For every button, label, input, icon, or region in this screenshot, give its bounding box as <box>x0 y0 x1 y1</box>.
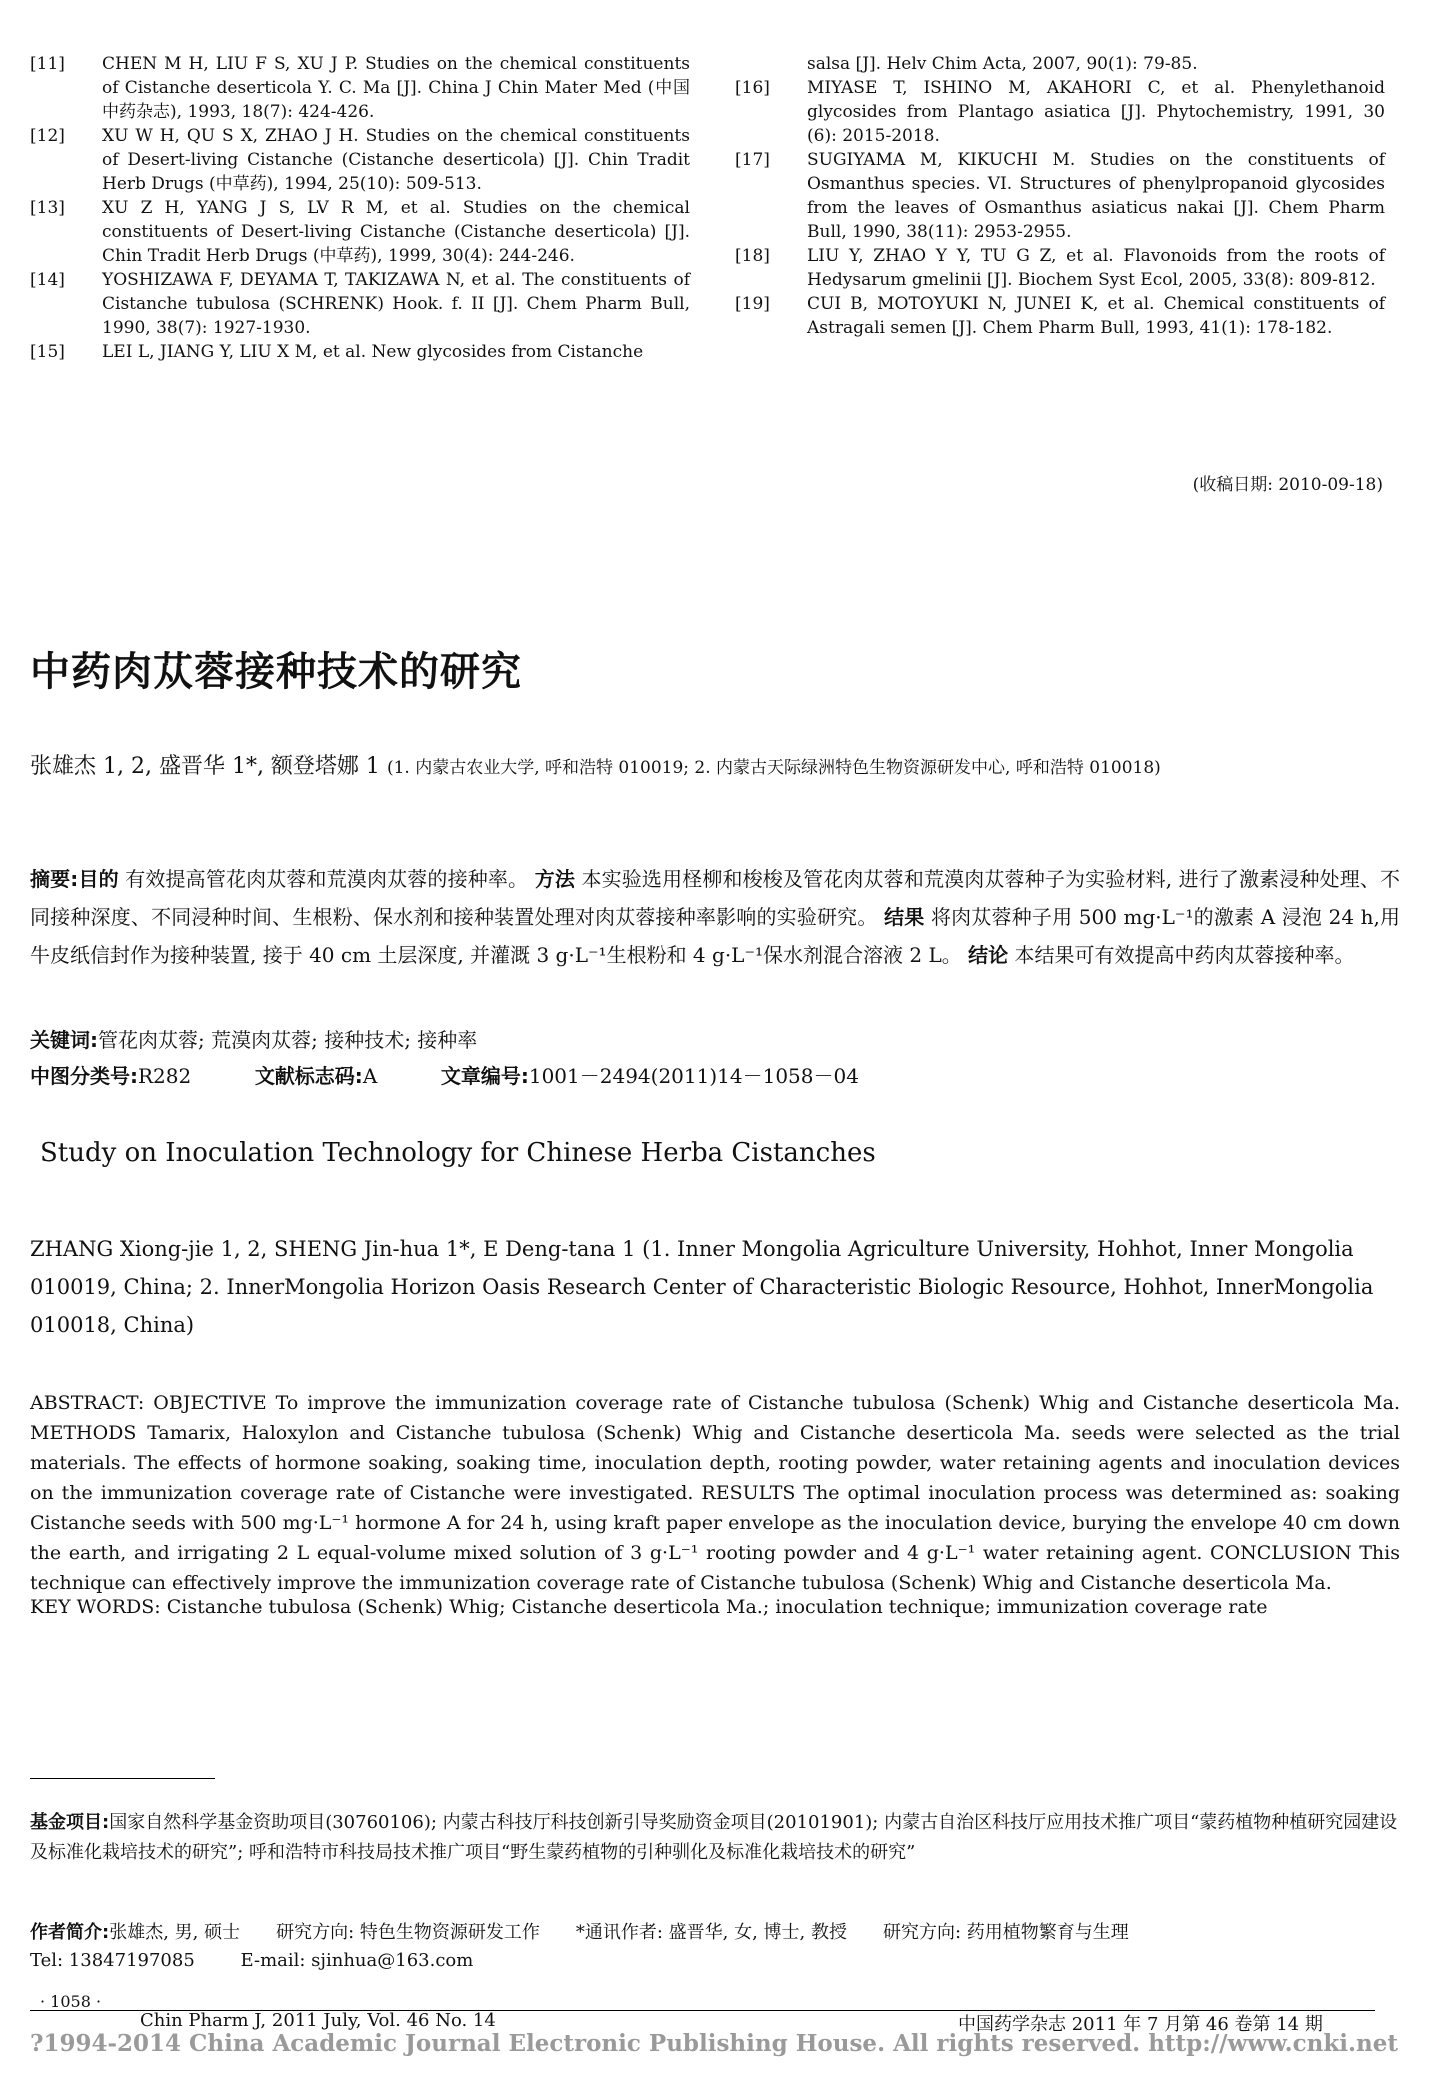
reference-number: [18] <box>735 246 770 266</box>
article-title-chinese: 中药肉苁蓉接种技术的研究 <box>30 649 522 695</box>
conclusion-text: 本结果可有效提高中药肉苁蓉接种率。 <box>1014 943 1355 967</box>
references-right-column <box>735 52 1385 340</box>
reference-text: CUI B, MOTOYUKI N, JUNEI K, et al. Chemical constituents of Astragali semen [J]. Chem Pharm Bull, 1993, 41(1): 178-182. <box>807 294 1385 338</box>
conclusion-label: 结论 <box>968 943 1009 967</box>
article-title-english: Study on Inoculation Technology for Chinese Herba Cistanches <box>40 1138 876 1168</box>
references-left-column <box>30 52 690 364</box>
running-footer-english: Chin Pharm J, 2011 July, Vol. 46 No. 14 <box>140 2010 496 2031</box>
results-text: 将肉苁蓉种子用 500 mg·L⁻¹的激素 A 浸泡 24 h,用牛皮纸信封作为接种装置, 接于 40 cm 土层深度, 并灌溉 3 g·L⁻¹生根粉和 4 g·L⁻¹保水剂混合溶液 2 L。 <box>30 905 1401 967</box>
keywords-chinese <box>30 1022 1400 1058</box>
page-number: · 1058 · <box>40 1992 102 2011</box>
author-bio-text: 张雄杰, 男, 硕士 研究方向: 特色生物资源研发工作 *通讯作者: 盛晋华, 女, 博士, 教授 研究方向: 药用植物繁育与生理 <box>109 1922 1129 1943</box>
reference-text: XU W H, QU S X, ZHAO J H. Studies on the chemical constituents of Desert-living Cistanche (Cistanche deserticola) [J]. Chin Tradit Herb Drugs (中草药), 1994, 25(10): 509-513. <box>102 126 690 194</box>
clc-value: R282 <box>138 1064 192 1088</box>
reference-text: SUGIYAMA M, KIKUCHI M. Studies on the constituents of Osmanthus species. VI. Structures of phenylpropanoid glycosides from the leaves of Osmanthus asiaticus nakai [J]. Chem Pharm Bull, 1990, 38(11): 2953-2955. <box>807 150 1385 242</box>
reference-number: [13] <box>30 198 65 218</box>
copyright-watermark: ?1994-2014 China Academic Journal Electronic Publishing House. All rights reserved. http://www.cnki.net <box>30 2030 1399 2057</box>
affiliation: (1. 内蒙古农业大学, 呼和浩特 010019; 2. 内蒙古天际绿洲特色生物资源研发中心, 呼和浩特 010018) <box>386 758 1161 778</box>
keywords-label: 关键词: <box>30 1028 98 1052</box>
abstract-chinese <box>30 860 1400 974</box>
footnote-divider <box>30 1778 215 1779</box>
objective-text: 有效提高管花肉苁蓉和荒漠肉苁蓉的接种率。 <box>125 867 529 891</box>
reference-text: LIU Y, ZHAO Y Y, TU G Z, et al. Flavonoids from the roots of Hedysarum gmelinii [J]. Biochem Syst Ecol, 2005, 33(8): 809-812. <box>807 246 1385 290</box>
reference-text: XU Z H, YANG J S, LV R M, et al. Studies on the chemical constituents of Desert-living Cistanche (Cistanche deserticola) [J]. Chin Tradit Herb Drugs (中草药), 1999, 30(4): 244-246. <box>102 198 690 266</box>
abstract-english: ABSTRACT: OBJECTIVE To improve the immunization coverage rate of Cistanche tubulosa (Schenk) Whig and Cistanche deserticola Ma. METHODS Tamarix, Haloxylon and Cistanche tubulosa (Schenk) Whig and Cistanche deserticola Ma. seeds were selected as the trial materials. The effects of hormone soaking, soaking time, inoculation depth, rooting powder, water retaining agents and inoculation devices on the immunization coverage rate of Cistanche were investigated. RESULTS The optimal inoculation process was determined as: soaking Cistanche seeds with 500 mg·L⁻¹ hormone A for 24 h, using kraft paper envelope as the inoculation device, burying the envelope 40 cm down the earth, and irrigating 2 L equal-volume mixed solution of 3 g·L⁻¹ rooting powder and 4 g·L⁻¹ water retaining agent. CONCLUSION This technique can effectively improve the immunization coverage rate of Cistanche tubulosa (Schenk) Whig and Cistanche deserticola Ma. <box>30 1392 1400 1594</box>
author-bio-footnote <box>30 1918 1400 1948</box>
reference-item <box>30 52 690 124</box>
results-label: 结果 <box>884 905 925 929</box>
reference-number: [11] <box>30 54 65 74</box>
reference-item <box>30 268 690 340</box>
authors-english <box>30 1230 1400 1344</box>
article-number-value: 1001－2494(2011)14－1058－04 <box>528 1064 859 1088</box>
classification-line <box>30 1058 1400 1094</box>
reference-item <box>735 244 1385 292</box>
reference-number: [14] <box>30 270 65 290</box>
reference-number: [12] <box>30 126 65 146</box>
keywords-text: 管花肉苁蓉; 荒漠肉苁蓉; 接种技术; 接种率 <box>98 1028 478 1052</box>
funding-footnote <box>30 1808 1400 1868</box>
running-footer-chinese: 中国药学杂志 2011 年 7 月第 46 卷第 14 期 <box>958 2014 1323 2035</box>
reference-text: CHEN M H, LIU F S, XU J P. Studies on the chemical constituents of Cistanche deserticola Y. C. Ma [J]. China J Chin Mater Med (中国中药杂志), 1993, 18(7): 424-426. <box>102 54 690 122</box>
article-number-label: 文章编号: <box>440 1064 529 1088</box>
reference-number: [17] <box>735 150 770 170</box>
reference-text: MIYASE T, ISHINO M, AKAHORI C, et al. Phenylethanoid glycosides from Plantago asiatica [J]. Phytochemistry, 1991, 30 (6): 2015-2018. <box>807 78 1385 146</box>
methods-label: 方法 <box>534 867 575 891</box>
reference-text: YOSHIZAWA F, DEYAMA T, TAKIZAWA N, et al. The constituents of Cistanche tubulosa (SCHRENK) Hook. f. II [J]. Chem Pharm Bull, 1990, 38(7): 1927-1930. <box>102 270 690 338</box>
reference-number: [19] <box>735 294 770 314</box>
reference-text: LEI L, JIANG Y, LIU X M, et al. New glycosides from Cistanche <box>102 342 644 362</box>
reference-item <box>735 52 1385 76</box>
author-bio-label: 作者简介: <box>30 1922 110 1943</box>
objective-label: 目的 <box>78 867 119 891</box>
reference-item <box>735 292 1385 340</box>
reference-item <box>735 76 1385 148</box>
received-date: (收稿日期: 2010-09-18) <box>1192 475 1383 495</box>
telephone: Tel: 13847197085 <box>30 1950 195 1971</box>
reference-number: [16] <box>735 78 770 98</box>
author-names-english: ZHANG Xiong-jie 1, 2, SHENG Jin-hua 1*, E Deng-tana 1 <box>30 1237 636 1261</box>
reference-number: [15] <box>30 342 65 362</box>
document-code-label: 文献标志码: <box>254 1064 363 1088</box>
reference-item <box>30 196 690 268</box>
funding-text: 国家自然科学基金资助项目(30760106); 内蒙古科技厅科技创新引导奖励资金项目(20101901); 内蒙古自治区科技厅应用技术推广项目“蒙药植物种植研究园建设及标准化栽培技术的研究”; 呼和浩特市科技局技术推广项目“野生蒙药植物的引种驯化及标准化栽培技术的研究” <box>30 1812 1398 1863</box>
author-names: 张雄杰 1, 2, 盛晋华 1*, 额登塔娜 1 <box>30 754 380 779</box>
reference-item <box>30 124 690 196</box>
authors-chinese <box>30 748 1400 787</box>
email: E-mail: sjinhua@163.com <box>240 1950 474 1971</box>
document-code-value: A <box>362 1064 378 1088</box>
abstract-label: 摘要: <box>30 867 79 891</box>
contact-line <box>30 1950 513 1971</box>
reference-number <box>735 52 807 76</box>
keywords-english: KEY WORDS: Cistanche tubulosa (Schenk) Whig; Cistanche deserticola Ma.; inoculation technique; immunization coverage rate <box>30 1596 1268 1618</box>
reference-item <box>735 148 1385 244</box>
clc-label: 中图分类号: <box>30 1064 138 1088</box>
methods-text: 本实验选用柽柳和梭梭及管花肉苁蓉和荒漠肉苁蓉种子为实验材料, 进行了激素浸种处理、不同接种深度、不同浸种时间、生根粉、保水剂和接种装置处理对肉苁蓉接种率影响的实验研究。 <box>30 867 1401 929</box>
funding-label: 基金项目: <box>30 1812 110 1833</box>
reference-text: salsa [J]. Helv Chim Acta, 2007, 90(1): 79-85. <box>807 54 1198 74</box>
reference-item <box>30 340 690 364</box>
affiliation-english: (1. Inner Mongolia Agriculture University, Hohhot, Inner Mongolia 010019, China; 2. InnerMongolia Horizon Oasis Research Center of Characteristic Biologic Resource, Hohhot, InnerMongolia 010018, China) <box>30 1237 1374 1337</box>
